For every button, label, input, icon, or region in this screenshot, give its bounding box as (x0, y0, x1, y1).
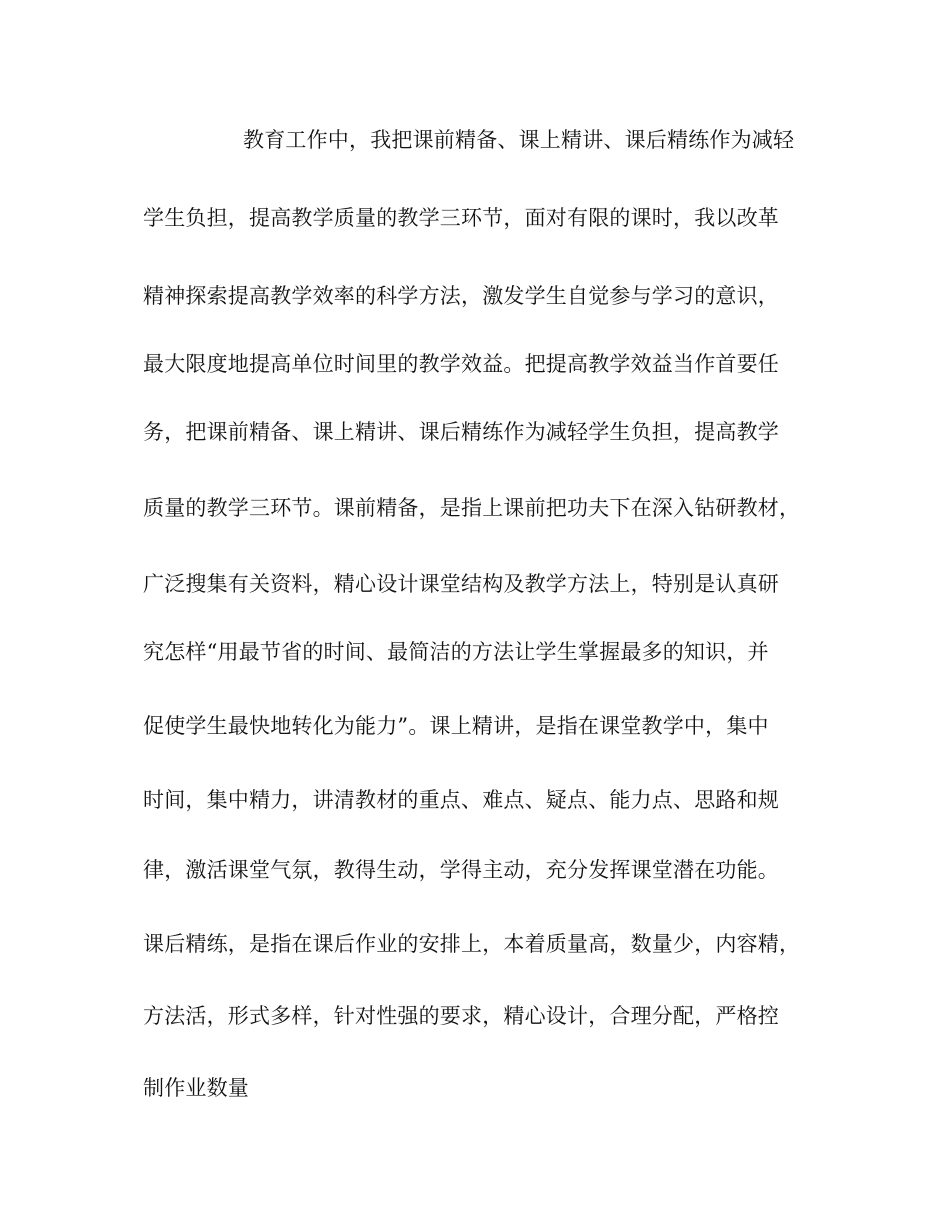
text-line: 促使学生最快地转化为能力”。课上精讲，是指在课堂教学中，集中 (143, 714, 769, 738)
text-line: 务，把课前精备、课上精讲、课后精练作为减轻学生负担，提高教学 (143, 420, 779, 444)
text-line: 学生负担，提高教学质量的教学三环节，面对有限的课时，我以改革 (143, 206, 779, 230)
text-line: 精神探索提高教学效率的科学方法，激发学生自觉参与学习的意识， (143, 284, 779, 308)
text-line: 究怎样“用最节省的时间、最简洁的方法让学生掌握最多的知识，并 (143, 640, 769, 664)
text-line: 课后精练，是指在课后作业的安排上，本着质量高，数量少，内容精， (143, 932, 801, 956)
text-line: 质量的教学三环节。课前精备，是指上课前把功夫下在深入钻研教材， (143, 496, 801, 520)
text-line: 律，激活课堂气氛，教得生动，学得主动，充分发挥课堂潜在功能。 (143, 858, 779, 882)
text-line: 制作业数量 (143, 1076, 249, 1100)
text-line: 教育工作中，我把课前精备、课上精讲、课后精练作为减轻 (243, 128, 795, 152)
text-line: 时间，集中精力，讲清教材的重点、难点、疑点、能力点、思路和规 (143, 788, 779, 812)
text-line: 广泛搜集有关资料，精心设计课堂结构及教学方法上，特别是认真研 (143, 572, 779, 596)
text-line: 方法活，形式多样，针对性强的要求，精心设计，合理分配，严格控 (143, 1004, 779, 1028)
text-line: 最大限度地提高单位时间里的教学效益。把提高教学效益当作首要任 (143, 352, 779, 376)
